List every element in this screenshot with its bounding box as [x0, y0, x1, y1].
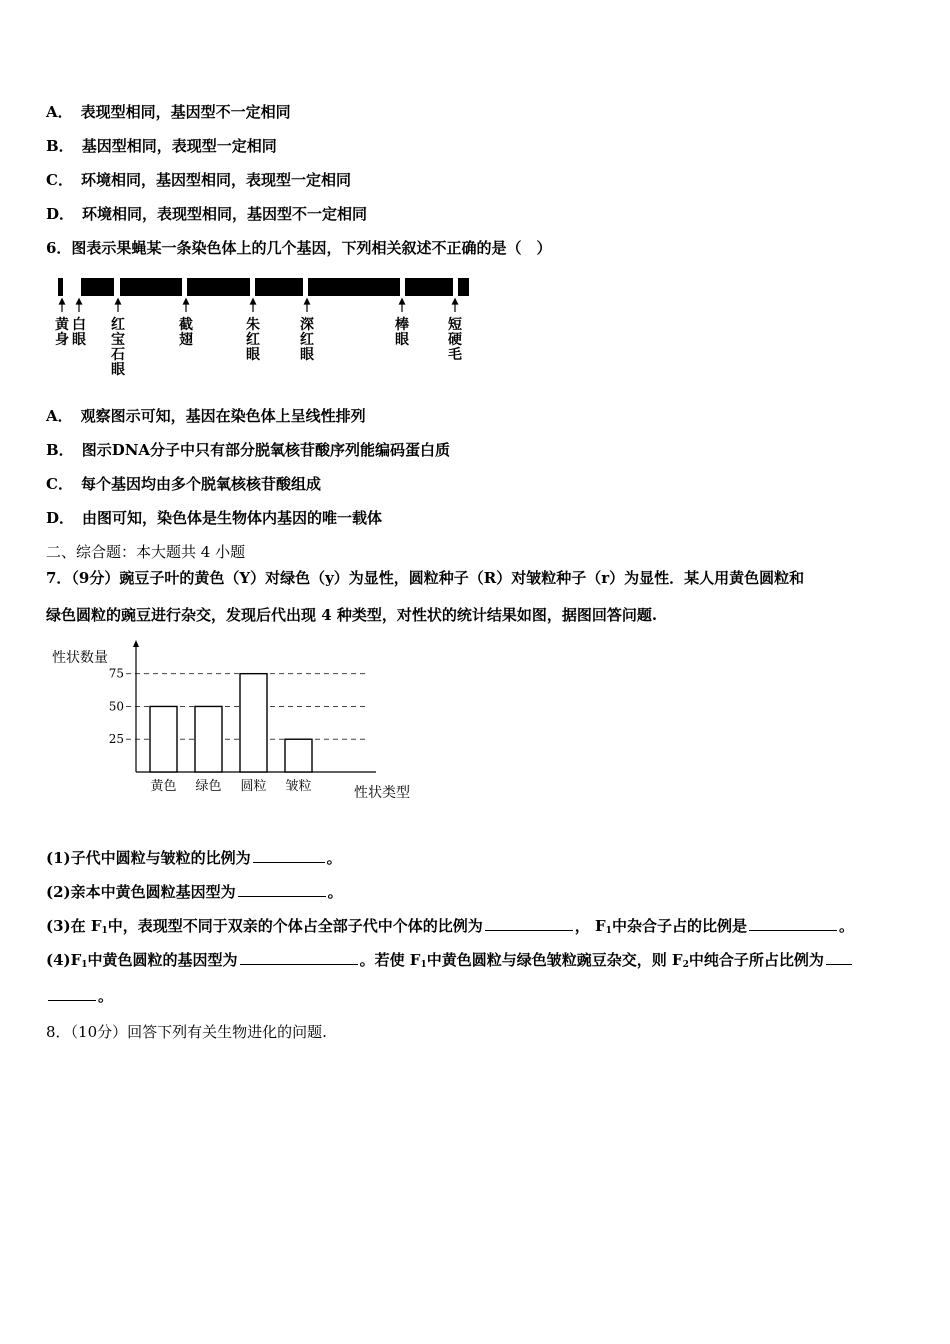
gene-arrow [305, 299, 310, 312]
gene-label-vermilion-eye: 朱红眼 [246, 317, 260, 363]
answer-blank[interactable] [749, 916, 837, 931]
y-tick-label: 50 [108, 699, 124, 714]
q7-stem-line2: 绿色圆粒的豌豆进行杂交，发现后代出现 4 种类型，对性状的统计结果如图，据图回答问题. [46, 606, 658, 624]
gene-arrow [184, 299, 189, 312]
answer-blank[interactable] [240, 950, 358, 965]
y-tick-label: 25 [108, 732, 124, 747]
gene-arrow [251, 299, 256, 312]
gene-label-white-eye: 白眼 [72, 317, 86, 348]
answer-blank[interactable] [485, 916, 573, 931]
x-tick-label: 皱粒 [285, 779, 312, 794]
q7-sub4: $(4)F_1$中黄色圆粒的基因型为 。若使 $F_1$中黄色圆粒与绿色皱粒豌豆杂交，则 $F_2$中纯合子所占比例为 [46, 950, 854, 975]
x-tick-label: 圆粒 [240, 779, 267, 794]
q5-option-a: A． 表现型相同，基因型不一定相同 [46, 103, 291, 121]
x-axis-title: 性状类型 [354, 785, 410, 801]
q6-option-c: C． 每个基因均由多个脱氧核核苷酸组成 [46, 475, 321, 493]
chromosome-diagram [46, 270, 476, 384]
q7-sub4-cont: 。 [46, 986, 113, 1006]
q6-option-d: D． 由图可知，染色体是生物体内基因的唯一载体 [46, 509, 383, 527]
gene-arrow [453, 299, 458, 312]
gene-label-bar-eye: 棒眼 [395, 317, 409, 348]
section-heading: 二、综合题：本大题共 4 小题 [46, 543, 246, 561]
answer-blank[interactable] [826, 950, 852, 965]
y-axis-title: 性状数量 [52, 650, 108, 666]
gene-arrow [400, 299, 405, 312]
gene-label-cut-wing: 截翅 [179, 317, 193, 348]
gene-label-carmine-eye: 深红眼 [300, 317, 314, 363]
q6-stem: 6．图表示果蝇某一条染色体上的几个基因，下列相关叙述不正确的是（ ） [46, 239, 552, 257]
trait-bar-chart [46, 640, 426, 814]
q5-option-b: B． 基因型相同，表现型一定相同 [46, 137, 277, 155]
q7-stem-line1: 7．（9分）豌豆子叶的黄色（Y）对绿色（y）为显性，圆粒种子（R）对皱粒种子（r）为显性．某人用黄色圆粒和 [46, 569, 805, 587]
chromosome-segment [81, 278, 114, 296]
bar-2 [195, 706, 222, 772]
chromosome-segment [58, 278, 63, 296]
q8-stem: 8．（10分）回答下列有关生物进化的问题. [46, 1023, 327, 1041]
gene-arrow [77, 299, 82, 312]
y-tick-label: 75 [108, 666, 124, 681]
gene-arrow [116, 299, 121, 312]
q5-option-d: D． 环境相同，表现型相同，基因型不一定相同 [46, 205, 368, 223]
chromosome-segment [120, 278, 182, 296]
bar-1 [150, 706, 177, 772]
q5-option-c: C． 环境相同，基因型相同，表现型一定相同 [46, 171, 351, 189]
x-tick-label: 绿色 [195, 779, 222, 794]
chromosome-segment [308, 278, 400, 296]
gene-label-short-bristle: 短硬毛 [448, 317, 462, 363]
y-axis-arrow [133, 640, 139, 647]
chromosome-segment [458, 278, 469, 296]
gene-arrow [60, 299, 65, 312]
x-tick-label: 黄色 [150, 779, 177, 794]
q7-sub2: (2)亲本中黄色圆粒基因型为 。 [46, 883, 343, 901]
chromosome-segment [187, 278, 250, 296]
gene-label-ruby-eye: 红宝石眼 [111, 317, 125, 378]
answer-blank[interactable] [48, 986, 96, 1001]
answer-blank[interactable] [253, 848, 325, 863]
chromosome-segment [255, 278, 303, 296]
bar-4 [285, 739, 312, 772]
q7-sub3: (3)在 $F_1$中，表现型不同于双亲的个体占全部子代中个体的比例为 ， $F_1$中杂合子占的比例是 。 [46, 917, 854, 936]
chart-svg [46, 640, 426, 810]
q6-option-a: A． 观察图示可知，基因在染色体上呈线性排列 [46, 407, 366, 425]
chromosome-segment [405, 278, 453, 296]
gene-label-yellow-body: 黄身 [55, 317, 69, 348]
q6-option-b: B． 图示DNA分子中只有部分脱氧核苷酸序列能编码蛋白质 [46, 441, 451, 459]
answer-blank[interactable] [238, 882, 326, 897]
bar-3 [240, 674, 267, 772]
q7-sub1: (1)子代中圆粒与皱粒的比例为 。 [46, 849, 342, 867]
